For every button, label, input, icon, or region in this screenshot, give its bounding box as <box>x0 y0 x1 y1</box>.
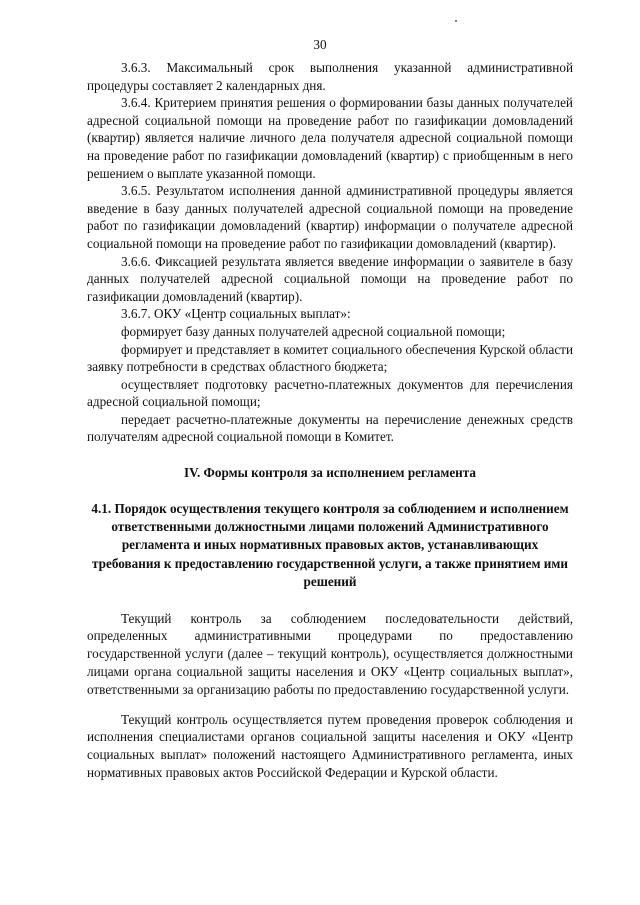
paragraph-3-6-7: 3.6.7. ОКУ «Центр социальных выплат»: <box>121 306 351 322</box>
list-item: осуществляет подготовку расчетно-платежных документов для перечисления адресной социальной помощи; <box>87 376 573 410</box>
spacer <box>87 592 573 610</box>
list-item: формирует базу данных получателей адресной социальной помощи; <box>121 323 506 339</box>
spacer <box>87 446 573 464</box>
scan-mark <box>455 20 457 22</box>
body-paragraph: Текущий контроль осуществляется путем проведения проверок соблюдения и исполнения специалистами органов социальной защиты населения и ОКУ «Центр социальных выплат» положений настоящего Административного регламента, иных нормативных правовых актов Российской Федерации и Курской области. <box>87 711 573 781</box>
body-section <box>87 610 573 782</box>
subsection-heading: 4.1. Порядок осуществления текущего контроля за соблюдением и исполнением ответственными должностными лицами положений Административного регламента и иных нормативных правовых актов, устанавливающих требования к предоставлению государственной услуги, а также принятием ими решений <box>91 500 569 590</box>
section-heading: IV. Формы контроля за исполнением регламента <box>183 465 477 481</box>
list-item: формирует и представляет в комитет социального обеспечения Курской области заявку потребности в средствах областного бюджета; <box>87 341 573 375</box>
list-item: передает расчетно-платежные документы на перечисление денежных средств получателям адресной социальной помощи в Комитет. <box>87 411 573 445</box>
page-content <box>87 59 573 782</box>
spacer <box>87 699 573 711</box>
body-paragraph: Текущий контроль за соблюдением последовательности действий, определенных административными процедурами по предоставлению государственной услуги (далее – текущий контроль), осуществляется должностными лицами органа социальной защиты населения и ОКУ «Центр социальных выплат», ответственными за организацию работы по предоставлению государственной услуги. <box>87 610 573 697</box>
paragraph-3-6-6: 3.6.6. Фиксацией результата является введение информации о заявителе в базу данных получателей адресной социальной помощи на проведение работ по газификации домовладений (квартир). <box>87 253 573 304</box>
spacer <box>87 482 573 500</box>
paragraph-3-6-4: 3.6.4. Критерием принятия решения о формировании базы данных получателей адресной социальной помощи на проведение работ по газификации домовладений (квартир) является наличие личного дела получателя адресной социальной помощи на проведение работ по газификации домовладений (квартир) с приобщенным в него решением о выплате указанной помощи. <box>87 95 573 181</box>
paragraph-3-6-3: 3.6.3. Максимальный срок выполнения указанной административной процедуры составляет 2 календарных дня. <box>87 60 573 93</box>
paragraph-3-6-5: 3.6.5. Результатом исполнения данной административной процедуры является введение в базу данных получателей адресной социальной помощи на проведение работ по газификации домовладений (квартир) информации о получателе адресной социальной помощи на проведение работ по газификации домовладений (квартир). <box>87 183 573 251</box>
page-number: 30 <box>313 37 327 52</box>
